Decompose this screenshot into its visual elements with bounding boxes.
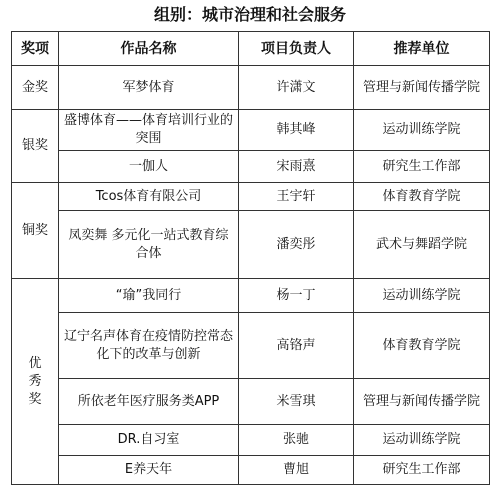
award-cell: 银奖 — [12, 110, 59, 183]
table-row — [12, 313, 490, 379]
work-cell: “瑜”我同行 — [59, 279, 239, 313]
header-lead: 项目负责人 — [239, 32, 354, 66]
unit-text: 管理与新闻传播学院 — [362, 393, 480, 409]
unit-cell: 运动训练学院 — [354, 425, 490, 456]
work-cell — [59, 110, 239, 151]
table-row — [12, 379, 490, 425]
table-row — [12, 151, 490, 183]
lead-cell: 宋雨熹 — [239, 151, 354, 183]
unit-cell: 研究生工作部 — [354, 456, 490, 485]
lead-cell: 张驰 — [239, 425, 354, 456]
unit-cell: 研究生工作部 — [354, 151, 490, 183]
lead-cell: 韩其峰 — [239, 110, 354, 151]
work-cell: 一伽人 — [59, 151, 239, 183]
work-cell — [59, 313, 239, 379]
lead-cell: 潘奕彤 — [239, 211, 354, 279]
header-row — [12, 32, 490, 66]
work-cell: 所依老年医疗服务类APP — [59, 379, 239, 425]
work-text: 凤奕舞 多元化一站式教育综合体 — [68, 227, 229, 261]
lead-cell: 杨一丁 — [239, 279, 354, 313]
header-award: 奖项 — [12, 32, 59, 66]
award-cell: 铜奖 — [12, 183, 59, 279]
table-row — [12, 279, 490, 313]
table-row — [12, 183, 490, 211]
work-cell — [59, 211, 239, 279]
table-row — [12, 110, 490, 151]
awards-table — [11, 31, 490, 485]
unit-cell: 体育教育学院 — [354, 183, 490, 211]
work-cell: E养天年 — [59, 456, 239, 485]
lead-cell: 曹旭 — [239, 456, 354, 485]
table-row — [12, 66, 490, 110]
table-row — [12, 425, 490, 456]
unit-cell — [354, 66, 490, 110]
unit-cell: 武术与舞蹈学院 — [354, 211, 490, 279]
table-row — [12, 456, 490, 485]
work-cell: DR.自习室 — [59, 425, 239, 456]
unit-cell: 运动训练学院 — [354, 279, 490, 313]
work-cell: Tcos体育有限公司 — [59, 183, 239, 211]
award-text: 优秀奖 — [28, 355, 42, 407]
lead-cell: 王宇轩 — [239, 183, 354, 211]
lead-cell: 许潇文 — [239, 66, 354, 110]
lead-cell: 高铬声 — [239, 313, 354, 379]
group-title: 组别：城市治理和社会服务 — [153, 5, 346, 24]
header-unit: 推荐单位 — [354, 32, 490, 66]
work-cell: 军梦体育 — [59, 66, 239, 110]
table-row — [12, 211, 490, 279]
unit-cell: 体育教育学院 — [354, 313, 490, 379]
award-cell — [12, 279, 59, 485]
work-text: 盛博体育——体育培训行业的突围 — [63, 113, 233, 146]
work-text: 辽宁名声体育在疫情防控常态化下的改革与创新 — [63, 328, 233, 362]
lead-cell: 米雪琪 — [239, 379, 354, 425]
header-work: 作品名称 — [59, 32, 239, 66]
unit-cell: 运动训练学院 — [354, 110, 490, 151]
award-cell: 金奖 — [12, 66, 59, 110]
unit-cell — [354, 379, 490, 425]
unit-text: 管理与新闻传播学院 — [362, 79, 480, 95]
